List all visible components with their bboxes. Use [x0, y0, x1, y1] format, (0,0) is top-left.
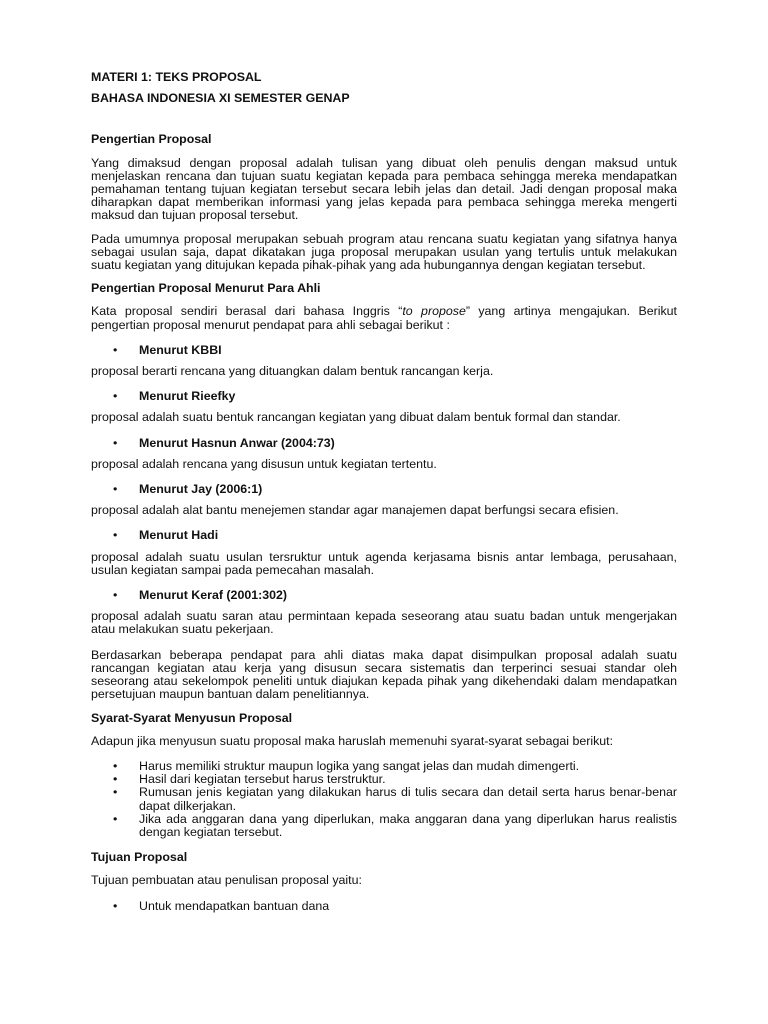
- document-title: MATERI 1: TEKS PROPOSAL: [91, 70, 262, 84]
- expert-name: Menurut Jay (2006:1): [139, 482, 263, 497]
- intro-term: to propose: [402, 304, 466, 319]
- requirements-list: [91, 760, 677, 839]
- expert-definition: proposal adalah suatu saran atau permintaan kepada seseorang atau suatu badan untuk mengerjakan atau melakukan suatu pekerjaan.: [91, 609, 677, 637]
- list-item: [91, 813, 677, 839]
- paragraph: Yang dimaksud dengan proposal adalah tulisan yang dibuat oleh penulis dengan maksud untuk menjelaskan rencana dan tujuan suatu kegiatan kepada para pembaca sehingga mereka mendapatkan pemahaman tentang tujuan kegiatan tersebut secara lebih jelas dan detail. Jadi dengan proposal maka diharapkan dapat memberikan informasi yang jelas kepada para pembaca sehingga mereka mengerti maksud dan tujuan proposal tersebut.: [91, 155, 677, 223]
- expert-item: [91, 589, 677, 602]
- expert-item: [91, 437, 677, 450]
- bullet-icon: •: [113, 528, 118, 543]
- expert-name: Menurut Keraf (2001:302): [139, 588, 288, 603]
- goals-list: [91, 900, 677, 913]
- bullet-icon: •: [113, 342, 118, 357]
- expert-item: [91, 483, 677, 496]
- expert-definition: proposal adalah alat bantu menejemen standar agar manajemen dapat berfungsi secara efisien.: [91, 503, 619, 518]
- expert-item: [91, 390, 677, 403]
- list-item: [91, 786, 677, 812]
- bullet-icon: •: [113, 772, 118, 787]
- list-item-text: Untuk mendapatkan bantuan dana: [139, 898, 330, 913]
- bullet-icon: •: [113, 898, 118, 913]
- paragraph: Pada umumnya proposal merupakan sebuah program atau rencana suatu kegiatan yang sifatnya hanya sebagai usulan saja, dapat dikatakan juga proposal merupakan usulan yang tertulis untuk melakukan suatu kegiatan yang ditujukan kepada pihak-pihak yang ada hubungannya dengan kegiatan tersebut.: [91, 231, 677, 273]
- expert-definition: proposal adalah rencana yang disusun untuk kegiatan tertentu.: [91, 456, 437, 471]
- paragraph-intro: [91, 305, 677, 331]
- list-item-text: Rumusan jenis kegiatan yang dilakukan harus di tulis secara dan detail serta harus benar-benar dapat dilkerjakan.: [139, 785, 677, 813]
- paragraph-conclusion: Berdasarkan beberapa pendapat para ahli diatas maka dapat disimpulkan proposal adalah suatu rancangan kegiatan atau kerja yang disusun secara sistematis dan terperinci sesuai standar oleh seseorang atau sekelompok peneliti untuk diajukan kepada pihak yang dikehendaki dalam mendapatkan persetujuan maupun bantuan dalam penelitiannya.: [91, 647, 677, 702]
- expert-definition: proposal berarti rencana yang dituangkan dalam bentuk rancangan kerja.: [91, 364, 494, 379]
- bullet-icon: •: [113, 785, 118, 800]
- expert-definition: proposal adalah suatu bentuk rancangan kegiatan yang dibuat dalam bentuk formal dan standar.: [91, 410, 621, 425]
- list-item-text: Hasil dari kegiatan tersebut harus terstruktur.: [139, 772, 386, 787]
- bullet-icon: •: [113, 482, 118, 497]
- paragraph-intro: Tujuan pembuatan atau penulisan proposal yaitu:: [91, 873, 362, 888]
- expert-name: Menurut Hasnun Anwar (2004:73): [139, 435, 335, 450]
- paragraph-intro: Adapun jika menyusun suatu proposal maka haruslah memenuhi syarat-syarat sebagai berikut:: [91, 733, 614, 748]
- list-item-text: Jika ada anggaran dana yang diperlukan, maka anggaran dana yang diperlukan harus realistis dengan kegiatan tersebut.: [139, 811, 677, 839]
- bullet-icon: •: [113, 435, 118, 450]
- bullet-icon: •: [113, 588, 118, 603]
- section-heading-tujuan: Tujuan Proposal: [91, 850, 188, 865]
- document-body: [91, 71, 677, 925]
- section-heading-syarat: Syarat-Syarat Menyusun Proposal: [91, 710, 293, 725]
- expert-name: Menurut Rieefky: [139, 389, 236, 404]
- expert-item: [91, 344, 677, 357]
- document-subtitle: BAHASA INDONESIA XI SEMESTER GENAP: [91, 91, 350, 106]
- bullet-icon: •: [113, 811, 118, 826]
- bullet-icon: •: [113, 389, 118, 404]
- list-item: [91, 900, 677, 913]
- expert-name: Menurut Hadi: [139, 528, 219, 543]
- list-item-text: Harus memiliki struktur maupun logika yang sangat jelas dan mudah dimengerti.: [139, 758, 580, 773]
- section-heading-pengertian: Pengertian Proposal: [91, 132, 212, 147]
- expert-item: [91, 529, 677, 542]
- section-heading-para-ahli: Pengertian Proposal Menurut Para Ahli: [91, 281, 321, 296]
- intro-text-a: Kata proposal sendiri berasal dari bahasa Inggris “: [91, 304, 403, 319]
- expert-definition: proposal adalah suatu usulan tersruktur untuk agenda kerjasama bisnis antar lembaga, perusahaan, usulan kegiatan sampai pada pemecahan masalah.: [91, 549, 677, 577]
- expert-name: Menurut KBBI: [139, 342, 222, 357]
- bullet-icon: •: [113, 758, 118, 773]
- intro-text-b: ” yang artinya mengajukan. Berikut pengertian proposal menurut pendapat para ahli sebagai berikut :: [91, 304, 678, 332]
